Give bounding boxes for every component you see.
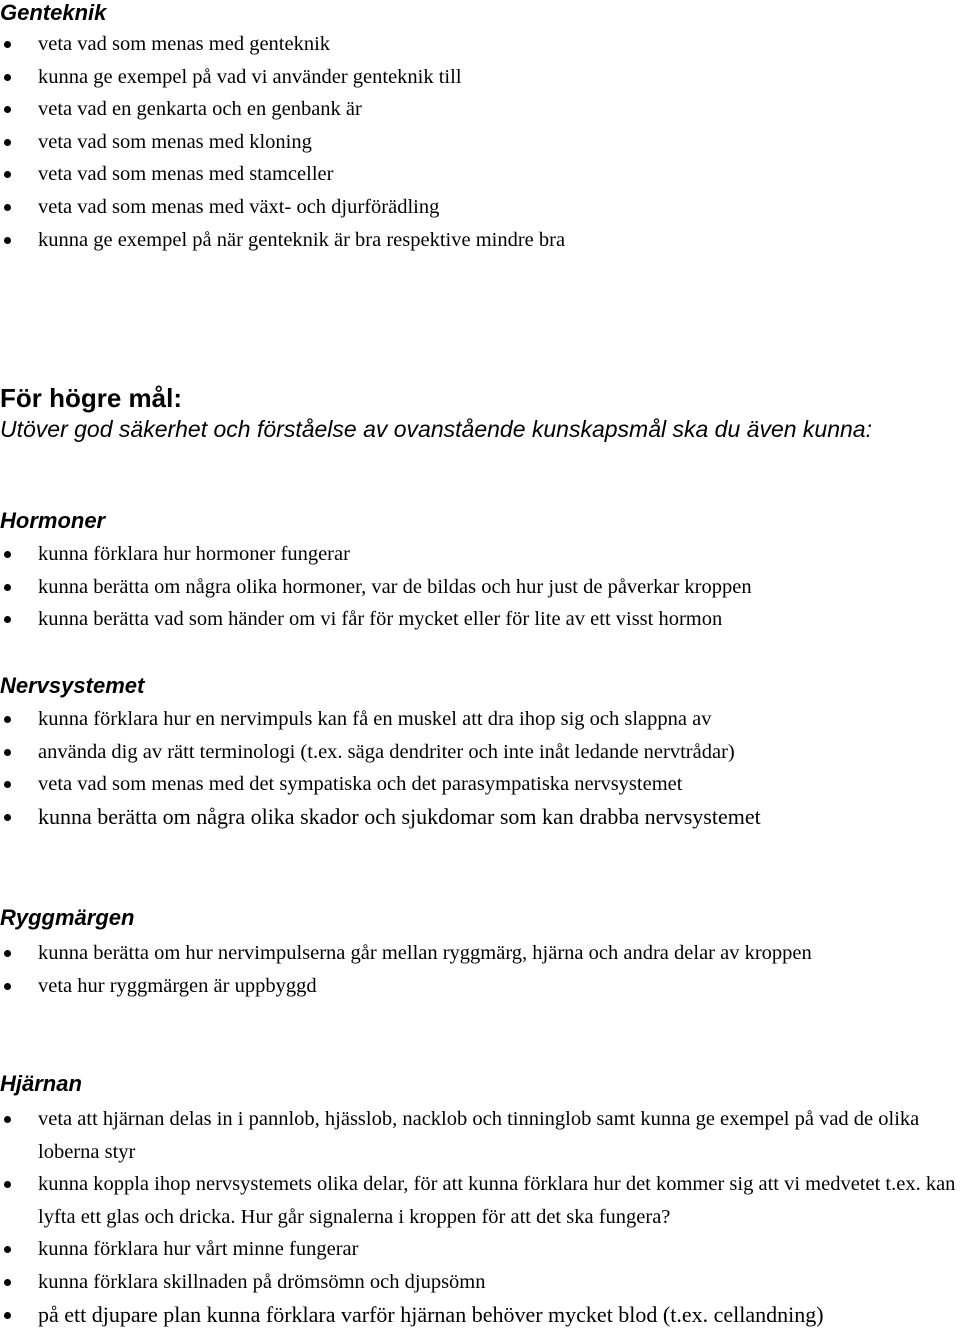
bullet-icon — [4, 781, 11, 788]
genteknik-list — [0, 28, 960, 256]
section-heading-nervsystemet: Nervsystemet — [0, 673, 145, 698]
bullet-icon — [4, 139, 11, 146]
bullet-icon — [4, 749, 11, 756]
bullet-icon — [4, 584, 11, 591]
ryggmargen-list — [0, 937, 960, 1002]
list-item: veta hur ryggmärgen är uppbyggd — [0, 970, 960, 1003]
section-heading-hormoner: Hormoner — [0, 508, 106, 533]
bullet-icon — [4, 551, 11, 558]
list-item: kunna berätta om några olika hormoner, var de bildas och hur just de påverkar kroppen — [0, 571, 960, 604]
section-heading-ryggmargen: Ryggmärgen — [0, 905, 135, 930]
nervsystemet-list — [0, 703, 960, 833]
bullet-icon — [4, 1181, 11, 1188]
bullet-icon — [4, 41, 11, 48]
list-item: veta vad som menas med kloning — [0, 126, 960, 159]
section-heading-genteknik: Genteknik — [0, 0, 107, 25]
list-item: kunna förklara hur vårt minne fungerar — [0, 1233, 960, 1266]
list-item: kunna ge exempel på när genteknik är bra respektive mindre bra — [0, 224, 960, 257]
section-heading-hjarnan: Hjärnan — [0, 1071, 82, 1096]
list-item: kunna berätta om några olika skador och sjukdomar som kan drabba nervsystemet — [0, 801, 960, 834]
list-item: på ett djupare plan kunna förklara varför hjärnan behöver mycket blod (t.ex. cellandning) — [0, 1299, 960, 1331]
hormoner-list — [0, 538, 960, 636]
bullet-icon — [4, 74, 11, 81]
list-item: kunna förklara hur en nervimpuls kan få en muskel att dra ihop sig och slappna av — [0, 703, 960, 736]
bullet-icon — [4, 106, 11, 113]
list-item: veta vad en genkarta och en genbank är — [0, 93, 960, 126]
list-item: kunna berätta vad som händer om vi får för mycket eller för lite av ett visst hormon — [0, 603, 960, 636]
bullet-icon — [4, 616, 11, 623]
bullet-icon — [4, 171, 11, 178]
list-item: kunna berätta om hur nervimpulserna går mellan ryggmärg, hjärna och andra delar av kroppen — [0, 937, 960, 970]
list-item: veta vad som menas med växt- och djurförädling — [0, 191, 960, 224]
bullet-icon — [4, 204, 11, 211]
bullet-icon — [4, 716, 11, 723]
list-item: veta vad som menas med genteknik — [0, 28, 960, 61]
list-item: kunna förklara hur hormoner fungerar — [0, 538, 960, 571]
list-item: kunna koppla ihop nervsystemets olika delar, för att kunna förklara hur det kommer sig att vi medvetet t.ex. kan lyfta ett glas och dricka. Hur går signalerna i kroppen för att det ska fungera? — [0, 1168, 960, 1233]
bullet-icon — [4, 950, 11, 957]
list-item: veta vad som menas med stamceller — [0, 158, 960, 191]
list-item: kunna ge exempel på vad vi använder genteknik till — [0, 61, 960, 94]
bullet-icon — [4, 1116, 11, 1123]
bullet-icon — [4, 814, 11, 821]
bullet-icon — [4, 1312, 11, 1319]
higher-goals-heading: För högre mål: — [0, 383, 183, 413]
list-item: använda dig av rätt terminologi (t.ex. säga dendriter och inte inåt ledande nervtrådar) — [0, 736, 960, 769]
higher-goals-intro: Utöver god säkerhet och förståelse av ovanstående kunskapsmål ska du även kunna: — [0, 416, 872, 442]
bullet-icon — [4, 237, 11, 244]
bullet-icon — [4, 1246, 11, 1253]
list-item: veta att hjärnan delas in i pannlob, hjässlob, nacklob och tinninglob samt kunna ge exempel på vad de olika loberna styr — [0, 1103, 960, 1168]
list-item: veta vad som menas med det sympatiska och det parasympatiska nervsystemet — [0, 768, 960, 801]
hjarnan-list — [0, 1103, 960, 1331]
list-item: kunna förklara skillnaden på drömsömn och djupsömn — [0, 1266, 960, 1299]
bullet-icon — [4, 1279, 11, 1286]
bullet-icon — [4, 983, 11, 990]
